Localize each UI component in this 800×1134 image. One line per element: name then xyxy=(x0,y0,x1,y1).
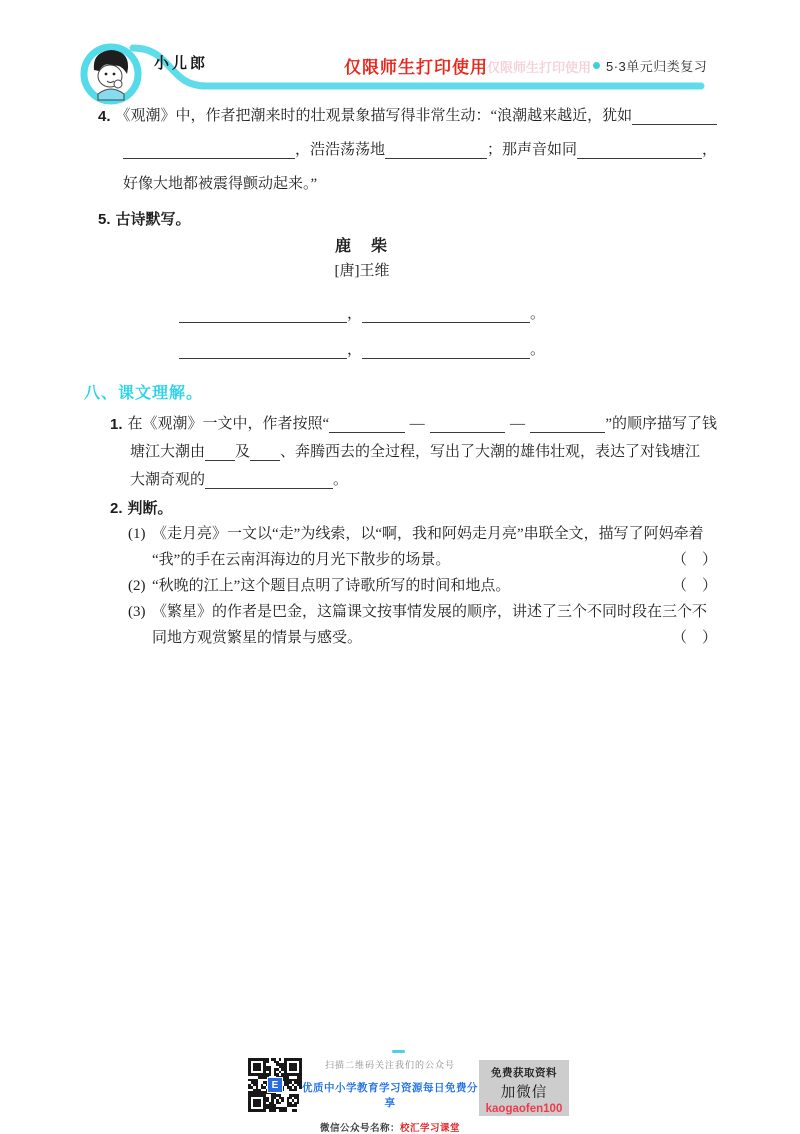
poem-block xyxy=(176,235,548,362)
wechat-account-line xyxy=(300,1120,480,1134)
poem-title: 鹿 柴 xyxy=(334,238,389,255)
question-4-text: 好像大地都被震得颤动起来。” xyxy=(123,176,318,193)
poem-punctuation: ， xyxy=(346,306,362,323)
section-8-heading: 八、课文理解。 xyxy=(84,385,204,402)
brand-name: 小儿郎 xyxy=(154,55,209,72)
question-text: ”的顺序描写了钱 xyxy=(605,416,717,433)
answer-bracket: （ ） xyxy=(671,578,717,595)
unit-label: 5·3单元归类复习 xyxy=(606,59,708,74)
answer-blank xyxy=(179,318,347,323)
answer-blank xyxy=(329,428,404,433)
question-5-label: 古诗默写。 xyxy=(115,211,191,229)
contact-box-action: 加微信 xyxy=(500,1085,548,1101)
poem-punctuation: 。 xyxy=(530,306,546,323)
question-4-text: ；那声音如同 xyxy=(487,142,578,159)
mascot-logo-icon xyxy=(78,38,146,108)
item-text: 《繁星》的作者是巴金，这篇课文按事情发展的顺序，讲述了三个不同时段在三个不 xyxy=(152,604,708,621)
contact-box xyxy=(479,1060,569,1116)
question-4-text: ，浩浩荡荡地 xyxy=(295,142,386,159)
contact-wechat-id: kaogaofen100 xyxy=(485,1103,563,1115)
item-text: “我”的手在云南洱海边的月光下散步的场景。 xyxy=(152,552,451,569)
answer-blank xyxy=(577,154,702,159)
item-text: “秋晚的江上”这个题目点明了诗歌所写的时间和地点。 xyxy=(152,578,511,595)
section-8-question-2 xyxy=(98,494,717,650)
judgment-item xyxy=(98,572,717,598)
answer-blank xyxy=(430,428,505,433)
footer-accent-dash xyxy=(392,1050,405,1053)
poem-punctuation: ， xyxy=(346,342,362,359)
answer-bracket: （ ） xyxy=(671,552,717,569)
answer-blank xyxy=(123,154,295,159)
question-4-text: 《观潮》中，作者把潮来时的壮观景象描写得非常生动：“浪潮越来越近，犹如 xyxy=(115,108,633,125)
question-text: 大潮奇观的 xyxy=(130,472,206,489)
answer-blank xyxy=(205,484,333,489)
footer-slogan: 优质中小学教育学习资源每日免费分享 xyxy=(302,1082,478,1109)
question-text: 在《观潮》一文中，作者按照“ xyxy=(127,416,330,433)
sequence-dash: — xyxy=(509,416,525,433)
qr-code xyxy=(248,1058,302,1112)
qr-center-logo: E xyxy=(267,1077,283,1093)
answer-blank xyxy=(362,318,530,323)
unit-bullet-icon xyxy=(593,62,600,69)
question-text: 塘江大潮由 xyxy=(130,444,206,461)
answer-blank xyxy=(632,120,717,125)
poem-punctuation: 。 xyxy=(530,342,546,359)
question-number: 1. xyxy=(110,416,123,434)
section-8-question-1 xyxy=(98,408,717,492)
answer-blank xyxy=(385,154,487,159)
judgment-item xyxy=(98,598,717,650)
item-number: (1) xyxy=(128,526,146,543)
worksheet-body xyxy=(84,94,717,650)
footer-text-block xyxy=(300,1058,480,1134)
question-5-number: 5. xyxy=(98,211,111,229)
contact-box-title: 免费获取资料 xyxy=(491,1067,557,1079)
notice-watermark: 仅限师生打印使用 xyxy=(487,60,592,75)
print-notice: 仅限师生打印使用 xyxy=(344,58,488,77)
question-4-number: 4. xyxy=(98,108,111,126)
answer-blank xyxy=(362,354,530,359)
answer-blank xyxy=(530,428,605,433)
question-text: 及 xyxy=(235,444,251,461)
question-text: 。 xyxy=(333,472,349,489)
judgment-item xyxy=(98,520,717,572)
question-text: 、奔腾西去的全过程，写出了大潮的雄伟壮观，表达了对钱塘江 xyxy=(280,444,701,461)
answer-blank xyxy=(179,354,347,359)
item-number: (2) xyxy=(128,578,146,595)
item-number: (3) xyxy=(128,604,146,621)
wechat-account-name: 校汇学习课堂 xyxy=(400,1123,461,1134)
question-4-text: ， xyxy=(701,142,717,159)
poem-author: [唐]王维 xyxy=(334,263,390,279)
answer-blank xyxy=(205,456,235,461)
answer-blank xyxy=(250,456,280,461)
wechat-account-prefix: 微信公众号名称： xyxy=(319,1123,400,1134)
item-text: 《走月亮》一文以“走”为线索，以“啊，我和阿妈走月亮”串联全文，描写了阿妈牵着 xyxy=(152,526,704,543)
question-number: 2. xyxy=(110,500,123,518)
answer-bracket: （ ） xyxy=(671,630,717,647)
qr-caption: 扫描二维码关注我们的公众号 xyxy=(324,1060,455,1070)
question-label: 判断。 xyxy=(127,500,173,518)
question-5 xyxy=(98,205,717,362)
sequence-dash: — xyxy=(409,416,425,433)
item-text: 同地方观赏繁星的情景与感受。 xyxy=(152,630,363,647)
